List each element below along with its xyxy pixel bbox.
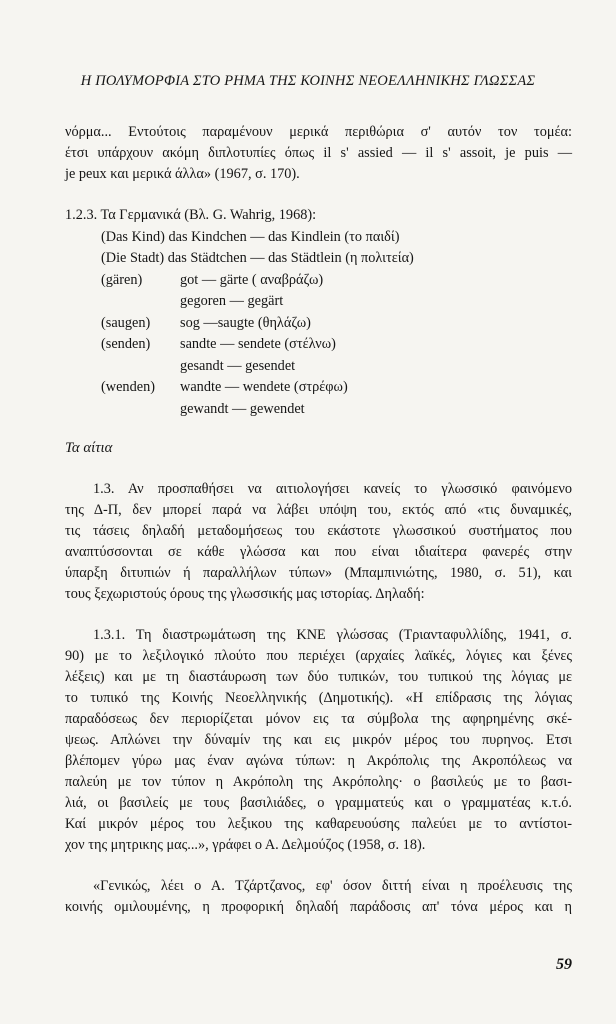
example-verb (101, 399, 180, 421)
running-head: Η ΠΟΛΥΜΟΡΦΙΑ ΣΤΟ ΡΗΜΑ ΤΗΣ ΚΟΙΝΗΣ ΝΕΟΕΛΛΗΝΙΚΗΣ ΓΛΩΣΣΑΣ (80, 73, 536, 89)
text-line: νόρμα... Εντούτοις παραμένουν μερικά περιθώρια σ' αυτόν τον τομέα: (65, 124, 572, 140)
example-verb (101, 291, 180, 313)
paragraph-continuation (65, 122, 572, 185)
example-forms: sog —saugte (θηλάζω) (180, 314, 311, 331)
text-line: τις τάσεις δηλαδή μεταδομήσεως του εκάστοτε γλωσσικού συστήματος που (65, 523, 572, 539)
text-line: 1.3.1. Τη διαστρωμάτωση της ΚΝΕ γλώσσας (Τριανταφυλλίδης, 1941, σ. (93, 627, 572, 643)
example-line: (Die Stadt) das Städtchen — das Städtlein (η πολιτεία) (101, 250, 414, 266)
text-line: της Δ-Π, δεν μπορεί παρά να λάβει υπόψη του, εκτός από «τις δυναμικές, (65, 502, 572, 518)
example-forms: gesandt — gesendet (180, 357, 296, 374)
text-line: παλεύη με τον τύπον η Ακρόπολη της Ακρόπολης· ο βασιλεύς με το βασι- (65, 774, 572, 790)
text-line: χον της μητρικης μας...», γράφει ο Α. Δελμούζος (1958, σ. 18). (65, 837, 426, 853)
example-row (101, 356, 572, 378)
text-line: ψεως. Απλώνει την δύναμίν της και εις μικρόν μέρος του πυρηνος. Ετσι (65, 732, 572, 748)
example-forms: sandte — sendete (στέλνω) (180, 336, 336, 352)
example-block (101, 227, 572, 421)
example-row (101, 399, 572, 421)
text-line: τους ξεχωριστούς όρους της γλωσσικής μας ιστορίας. Δηλαδή: (65, 586, 425, 602)
section-title: Τα αίτια (65, 440, 113, 456)
example-row (101, 291, 572, 313)
example-row (101, 334, 572, 356)
example-verb (101, 356, 180, 378)
example-forms: wandte — wendete (στρέφω) (180, 379, 348, 395)
paragraph-quote (65, 876, 572, 918)
example-verb: (senden) (101, 336, 151, 352)
text-line: αναπτύσσονται σε κάθε γλώσσα και που είναι ιδιαίτερα φανερές στην (65, 544, 572, 560)
text-line: λιά, οι βασιλείς με τους βασιλιάδες, ο γραμματεύς και ο γραμματέας κ.τ.ό. (65, 795, 572, 811)
german-example (65, 205, 572, 420)
text-line: το τυπικό της Κοινής Νεοελληνικής (Δημοτικής). «Η επίδρασις της λόγιας (65, 690, 572, 706)
text-line: βλέπομεν γύρω μας έναν αγώνα τύπων: η Ακρόπολις της Ακροπόλεως να (65, 753, 572, 769)
page-body (65, 122, 572, 918)
text-line: 1.3. Αν προσπαθήσει να αιτιολογήσει κανείς το γλωσσικό φαινόμενο (93, 481, 572, 497)
text-line: «Γενικώς, λέει ο Α. Τζάρτζανος, εφ' όσον διττή είναι η προέλευσις της (93, 878, 572, 894)
example-forms: got — gärte ( αναβράζω) (180, 271, 324, 288)
text-line: 90) με το λεξιλογικό πλούτο που περιέχει (αρχαίες λαϊκές, λόγιες και ξένες (65, 648, 572, 664)
example-forms: gegoren — gegärt (180, 293, 284, 309)
text-line: ύπαρξη διτυπιών ή παραλλήλων τύπων» (Μπαμπινιώτης, 1980, σ. 51), και (65, 565, 572, 581)
text-line: λέξεις) και με τη διαστάυρωση των δύο τυπικών, του τυπικού της λόγιας με (65, 669, 572, 685)
text-line: έτσι υπάρχουν ακόμη διπλοτυπίες όπως il s' assied — il s' assoit, je puis — (65, 145, 572, 161)
example-row (101, 377, 572, 399)
paragraph-1-3-1 (65, 625, 572, 856)
example-line: (Das Kind) das Kindchen — das Kindlein (το παιδί) (101, 228, 400, 245)
example-forms: gewandt — gewendet (180, 400, 305, 417)
example-heading: 1.2.3. Τα Γερμανικά (Βλ. G. Wahrig, 1968): (65, 207, 317, 223)
text-line: je peux και μερικά άλλα» (1967, σ. 170). (65, 166, 300, 182)
page-number: 59 (556, 956, 572, 973)
text-line: Καί μικρόν μέρος του λεξικου της καθαρευούσης παλεύει με το αντίστοι- (65, 816, 572, 832)
example-verb: (saugen) (101, 314, 151, 331)
paragraph-1-3 (65, 479, 572, 605)
example-verb: (gären) (101, 271, 143, 288)
text-line: κοινής ομιλουμένης, η προφορική δηλαδή παράδοσις απ' τόνα μέρος και η (65, 899, 572, 915)
example-row (101, 313, 572, 335)
text-line: παραδόσεως δεν περιορίζεται μόνον εις τα σύμβολα της αφηρημένης σκέ- (65, 711, 572, 727)
example-verb: (wenden) (101, 379, 155, 395)
example-row (101, 270, 572, 292)
